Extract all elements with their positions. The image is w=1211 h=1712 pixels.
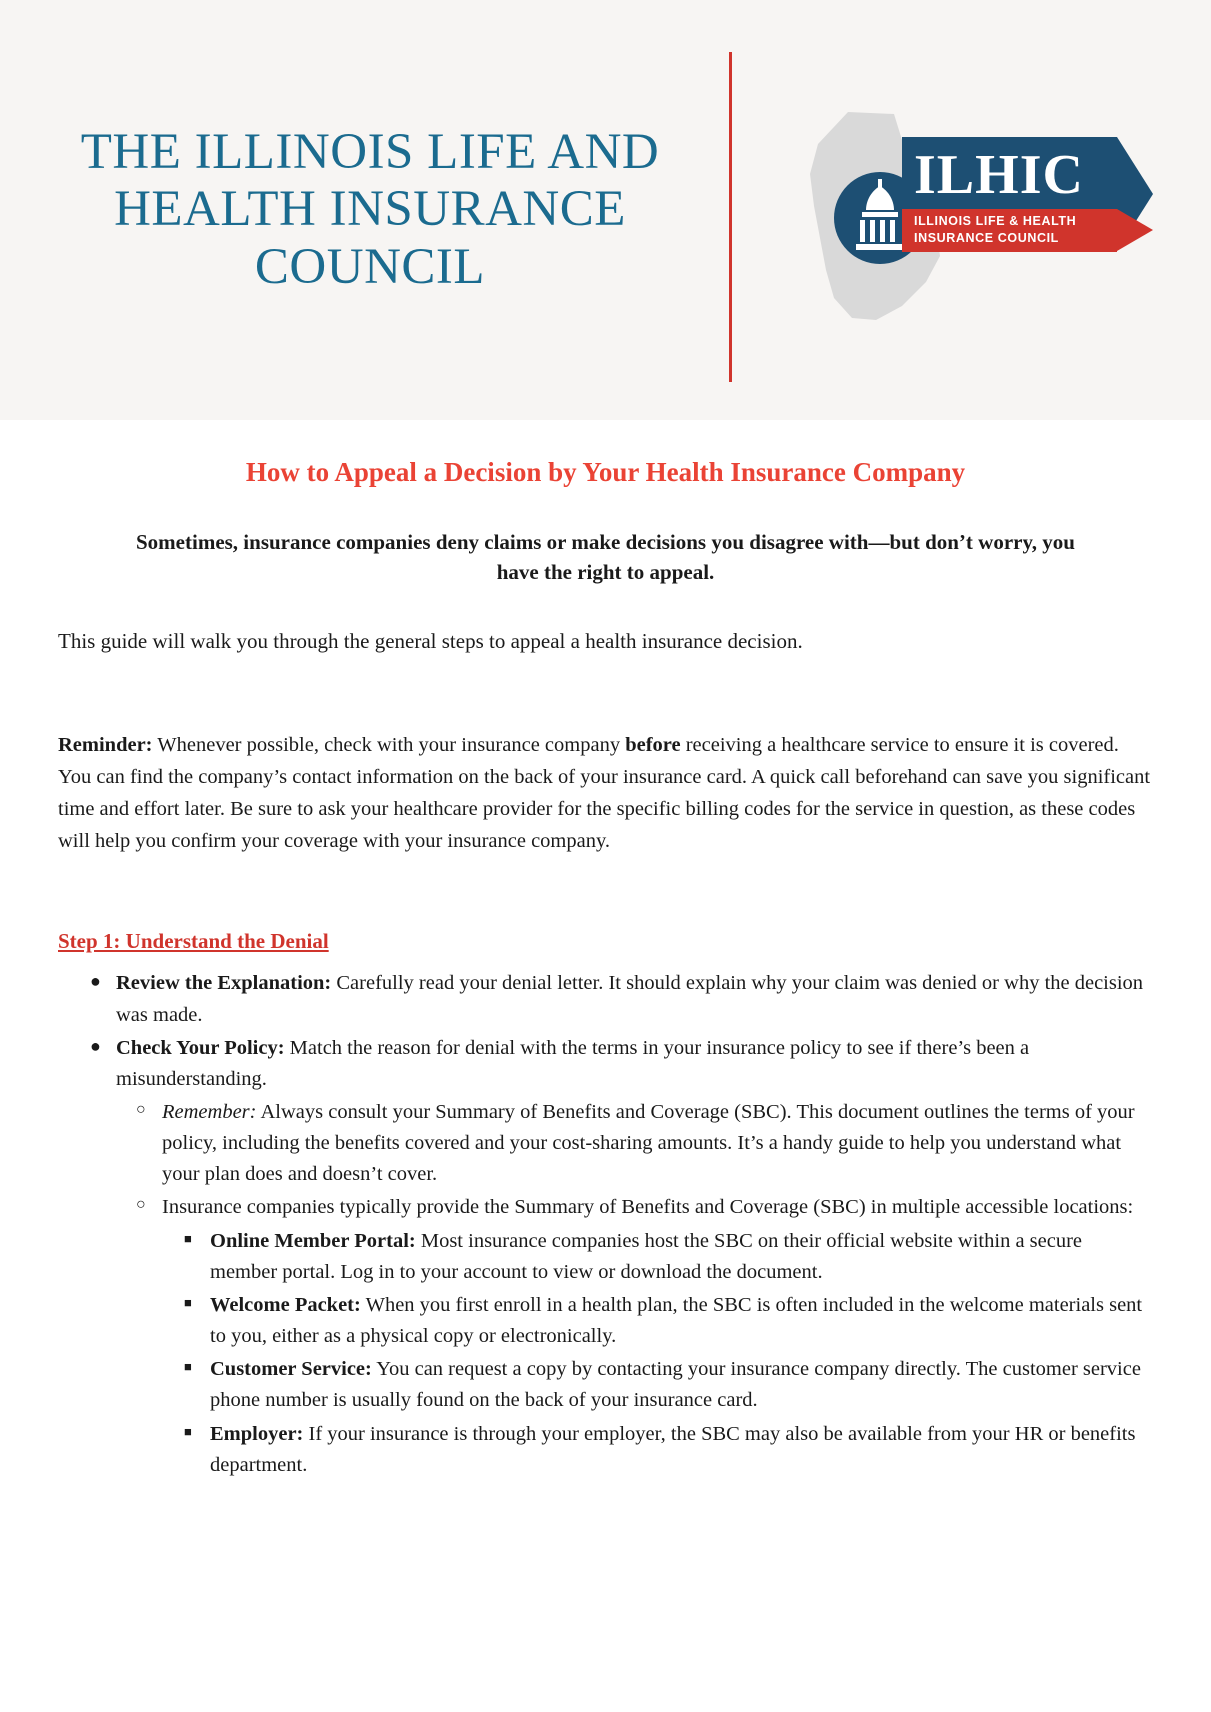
intro-paragraph: This guide will walk you through the general steps to appeal a health insurance decision. [58, 628, 803, 653]
bullet-square-icon: ■ [184, 1230, 192, 1246]
reminder-label: Reminder: [58, 734, 153, 757]
list-item-text: When you first enroll in a health plan, the SBC is often included in the welcome materials sent to you, either as a physical copy or electronically. [210, 1293, 1143, 1348]
reminder-emphasis: before [625, 734, 681, 757]
list-item [136, 1192, 1153, 1480]
step-1-list [58, 968, 1153, 1481]
list-item-label: Online Member Portal: [210, 1229, 416, 1252]
ilhic-subtitle-line2: INSURANCE COUNCIL [914, 231, 1059, 245]
list-item [184, 1290, 1153, 1352]
list-item-text: Most insurance companies host the SBC on their official website within a secure member portal. Log in to your account to view or download the document. [210, 1229, 1083, 1283]
list-item-label: Customer Service: [210, 1358, 372, 1381]
ilhic-logo [790, 110, 1210, 325]
bullet-circle-icon: ○ [136, 1196, 146, 1214]
step-1-sublist [116, 1097, 1153, 1481]
list-item [90, 1033, 1153, 1481]
list-item-text: Carefully read your denial letter. It should explain why your claim was denied or why the decision was made. [116, 972, 1144, 1026]
reminder-text-1: Whenever possible, check with your insurance company [152, 734, 626, 757]
list-item-label: Welcome Packet: [210, 1293, 361, 1316]
list-item-label: Review the Explanation: [116, 972, 332, 995]
list-item [184, 1354, 1153, 1416]
document-body [0, 457, 1211, 1481]
ilhic-wordmark: ILHIC [914, 144, 1084, 206]
list-item-text: Insurance companies typically provide the Summary of Benefits and Coverage (SBC) in multiple accessible locations: [162, 1196, 1134, 1219]
list-item [184, 1419, 1153, 1481]
list-item-text: You can request a copy by contacting your insurance company directly. The customer service phone number is usually found on the back of your insurance card. [210, 1358, 1141, 1412]
bullet-disc-icon: ● [90, 1035, 101, 1056]
bullet-square-icon: ■ [184, 1294, 192, 1310]
list-item-label: Remember: [162, 1101, 257, 1123]
bullet-square-icon: ■ [184, 1359, 192, 1375]
ilhic-badge [902, 137, 1152, 252]
list-item [136, 1097, 1153, 1190]
list-item-text: If your insurance is through your employer, the SBC may also be available from your HR or benefits department. [210, 1422, 1136, 1476]
badge-red-arrow [1117, 209, 1153, 251]
organization-title: THE ILLINOIS LIFE AND HEALTH INSURANCE COUNCIL [80, 124, 660, 295]
bullet-square-icon: ■ [184, 1423, 192, 1439]
step-1-sbc-locations-list [162, 1226, 1153, 1481]
list-item-label: Employer: [210, 1422, 304, 1445]
page-title: How to Appeal a Decision by Your Health Insurance Company [245, 457, 966, 487]
lede-paragraph: Sometimes, insurance companies deny claims or make decisions you disagree with—but don’t worry, you have the right to appeal. [136, 530, 1075, 585]
step-1-heading: Step 1: Understand the Denial [58, 929, 329, 954]
list-item [184, 1226, 1153, 1288]
list-item-label: Check Your Policy: [116, 1036, 285, 1059]
list-item [90, 968, 1153, 1030]
list-item-text: Match the reason for denial with the terms in your insurance policy to see if there’s been a misunderstanding. [116, 1036, 1030, 1090]
reminder-text-2: receiving a healthcare service to ensure it is covered. You can find the company’s contact information on the back of your insurance card. A quick call beforehand can save you significant time and effort later. Be sure to ask your healthcare provider for the specific billing codes for the service in question, as these codes will help you confirm your coverage with your insurance company. [58, 734, 1151, 852]
ilhic-subtitle-line1: ILLINOIS LIFE & HEALTH [914, 214, 1077, 228]
bullet-circle-icon: ○ [136, 1101, 146, 1118]
bullet-disc-icon: ● [90, 971, 101, 992]
document-header [0, 0, 1211, 420]
header-logo-block [730, 0, 1211, 420]
list-item-text: Always consult your Summary of Benefits and Coverage (SBC). This document outlines the terms of your policy, including the benefits covered and your cost-sharing amounts. It’s a handy guide to help you understand what your plan does and doesn’t cover. [162, 1101, 1135, 1186]
reminder-paragraph [58, 730, 1153, 857]
header-title-block [0, 0, 730, 420]
